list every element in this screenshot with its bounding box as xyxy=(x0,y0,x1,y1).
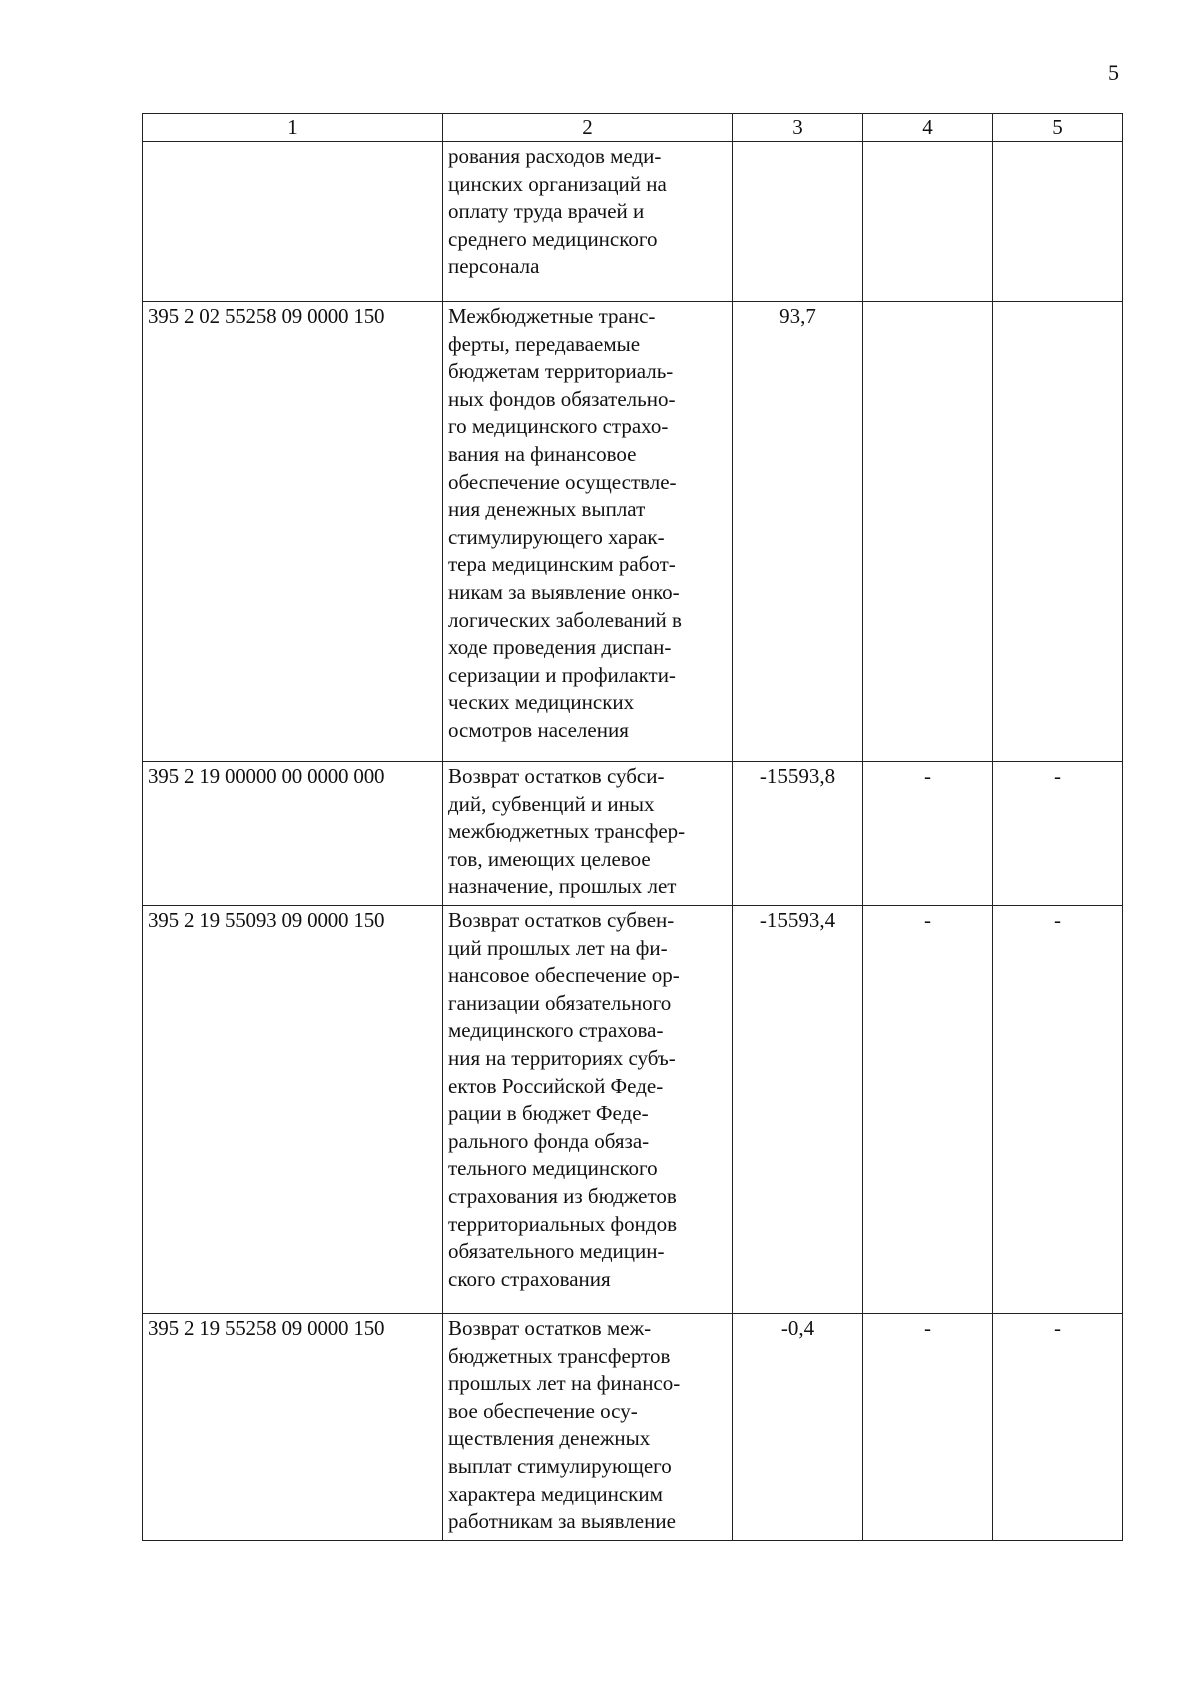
budget-code-cell: 395 2 19 00000 00 0000 000 xyxy=(143,762,443,906)
budget-code-cell: 395 2 19 55093 09 0000 150 xyxy=(143,905,443,1313)
column-header: 3 xyxy=(733,114,863,142)
table-header-row xyxy=(143,114,1123,142)
column-header: 5 xyxy=(993,114,1123,142)
budget-code-cell: 395 2 19 55258 09 0000 150 xyxy=(143,1313,443,1540)
description-cell: Межбюджетные транс- ферты, передаваемые бюджетам территориаль- ных фондов обязательно- го медицинского страхо- вания на финансовое обеспечение осуществле- ния денежных выплат стимулирующего харак- тера медицинским работ- никам за выявление онко- логических заболеваний в ходе проведения диспан- серизации и профилакти- ческих медицинских осмотров населения xyxy=(443,302,733,762)
table-row xyxy=(143,1313,1123,1540)
amount-cell: -0,4 xyxy=(733,1313,863,1540)
table-row xyxy=(143,142,1123,302)
column-header: 1 xyxy=(143,114,443,142)
table-row xyxy=(143,762,1123,906)
column-4-cell: - xyxy=(863,905,993,1313)
column-5-cell: - xyxy=(993,1313,1123,1540)
table-row xyxy=(143,302,1123,762)
column-5-cell: - xyxy=(993,762,1123,906)
column-4-cell: - xyxy=(863,762,993,906)
amount-cell: 93,7 xyxy=(733,302,863,762)
page-number: 5 xyxy=(1108,60,1119,85)
table-row xyxy=(143,905,1123,1313)
column-4-cell xyxy=(863,302,993,762)
budget-table xyxy=(142,113,1123,1541)
budget-code-cell: 395 2 02 55258 09 0000 150 xyxy=(143,302,443,762)
budget-code-cell xyxy=(143,142,443,302)
column-header: 4 xyxy=(863,114,993,142)
amount-cell xyxy=(733,142,863,302)
description-cell: Возврат остатков меж- бюджетных трансфертов прошлых лет на финансо- вое обеспечение осу- ществления денежных выплат стимулирующего характера медицинским работникам за выявление xyxy=(443,1313,733,1540)
amount-cell: -15593,8 xyxy=(733,762,863,906)
description-cell: рования расходов меди- цинских организаций на оплату труда врачей и среднего медицинского персонала xyxy=(443,142,733,302)
amount-cell: -15593,4 xyxy=(733,905,863,1313)
column-4-cell: - xyxy=(863,1313,993,1540)
column-header: 2 xyxy=(443,114,733,142)
column-5-cell xyxy=(993,302,1123,762)
description-cell: Возврат остатков субси- дий, субвенций и иных межбюджетных трансфер- тов, имеющих целевое назначение, прошлых лет xyxy=(443,762,733,906)
column-5-cell xyxy=(993,142,1123,302)
column-5-cell: - xyxy=(993,905,1123,1313)
description-cell: Возврат остатков субвен- ций прошлых лет на фи- нансовое обеспечение ор- ганизации обязательного медицинского страхова- ния на территориях субъ- ектов Российской Феде- рации в бюджет Феде- рального фонда обяза- тельного медицинского страхования из бюджетов территориальных фондов обязательного медицин- ского страхования xyxy=(443,905,733,1313)
column-4-cell xyxy=(863,142,993,302)
